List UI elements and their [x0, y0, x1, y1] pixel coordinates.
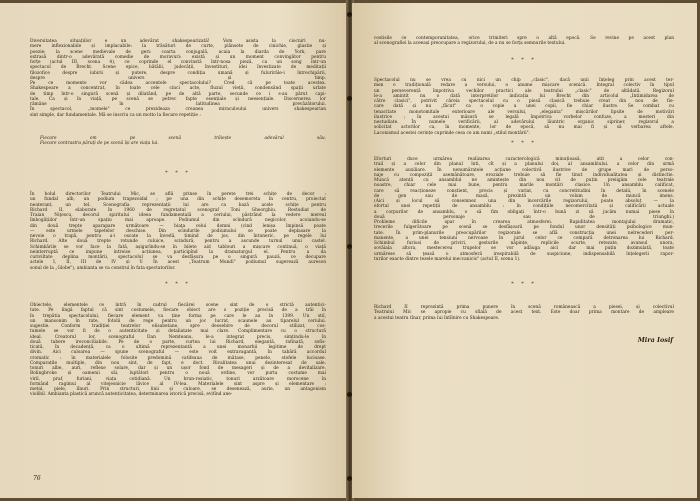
- text-line: care dată și nu „făcut" ca o copie a unei copii, fie chiar ilustre. Se combat cu: [374, 104, 674, 110]
- right-stars-1: * * *: [511, 57, 537, 63]
- text-line: tenacitate monotomitale exterioare ale versului, „eleganta" mișcărilor lipsite de motivări: [374, 109, 674, 115]
- text-line: de gen sau de masă, prezintă un volum de muncă imens.: [374, 193, 674, 199]
- author-signature: Mira Iosif: [637, 336, 673, 344]
- left-quotes: [30, 136, 326, 147]
- text-line: noastre, chiar cele mai bune, pentru marile montări clasice. Un ansamblu calificat,: [374, 183, 674, 189]
- text-line: sonul de la „Globe"), ambianta se va construi în fata spectatorilor.: [30, 265, 176, 271]
- text-line: un perseverență împotriva vechilor practici ale teatrului „clasic" de altădată. Regizorul: [374, 88, 674, 94]
- right-section-2: [374, 78, 674, 136]
- text-line: al scenografiei la aceeași preocupare a regizorului, de a nu se forța semnurile textului.: [374, 41, 566, 47]
- right-section-1: [374, 36, 674, 47]
- text-line: nevoie o trapă, pentru a-i oscate la învedă, timind de jos, din întuneric, pe regele lui: [30, 234, 326, 239]
- text-line: forțe (actul III, scena 4), ce coprinde el convinstă într-nosa pieză, ca un song într-un: [30, 60, 326, 65]
- text-line: Teatrului Mic se apropie cu sfială de acest text. Este doar prima montare de ampleare: [374, 310, 674, 316]
- text-line: Bolingbroke și oamenii săi, luptători pentru o nouă ordine, vor purta costume mai: [30, 371, 326, 377]
- left-stars-1: * * *: [165, 170, 191, 176]
- text-line: viril, praf, furiani, viața cotidiană. Un brun-rosiatic, tonuri arzătoare morocene în: [30, 376, 326, 382]
- left-section-3: [30, 303, 326, 398]
- text-line: tate. Pe lingă faptul că sint costumele, fiecare obiect are o poziție precisă de a trăi în: [30, 308, 326, 314]
- text-line: costisile ce contemporanitatea, orice trimiteri spre o altă epocă. Se revine pe acest plan: [374, 36, 674, 41]
- text-line: poezie; la scene medievale de geri: coarta conjugală, acaia la diarda de York, pare: [30, 49, 326, 55]
- text-line: mere inflexionabile și implacabile: la trăsături de curte, plânsete de cinichie, glastie și: [30, 44, 326, 50]
- text-line: — este urmele tapetelor deschise. Din scindurile podiumului se poate deplasare la: [30, 228, 326, 234]
- left-page: [0, 3, 348, 498]
- text-line: filozofice despre iubirii și putere, despre condiția umană și fulurirăle-i întrechipării,: [30, 70, 326, 76]
- text-line: Probleme dificile apar în crearea atmosferei. Rapiditatea montajului dramatic,: [374, 220, 674, 225]
- text-line: efortul unei repetiții de ansamblu : în condițiile necomercitatii și calificării actuale: [374, 204, 674, 210]
- text-line: În spectacol, „momele" ce prezideaza creanea miraculoului univers shakespearian: [30, 107, 326, 113]
- text-line: sovăiala altora, mestecerea trupelor se vor adăuga aici dar mai puțin dozimulată, toate: [374, 246, 674, 252]
- text-line: tonuri albe, auri, reflexe solare, dar și un ușor fond de mesageri și de a devitalizare.: [30, 366, 326, 371]
- text-line: În holul directorilor Teatrului Mic, se află prinse în perete trei schițe de decor :: [30, 192, 326, 197]
- text-line: Richard II, elaborate în 1960 de regretatul scenograf Toni Gheorghiu. Restudiat de: [30, 207, 326, 213]
- text-line: tale. Ca și în viață, pe scenă se petrec fapte esențiale și neesențiale. Discernerea lor: [30, 96, 326, 102]
- text-line: Schimbările se vor face la fată, așigurîndu-se în bilete aid tablouri a mișcare continuă, o viață: [30, 244, 326, 250]
- text-line: tate. În prim-planurile preocupărilor regizorale se află construcția unei nelrecederi per-: [374, 230, 674, 236]
- text-line: naje cu compoziții asemănătoare, eroziale trebuie să fie tinut individualitatea și distinctie.: [374, 172, 674, 178]
- text-line: trail și a celor din planul înti, cît și a planului doi, al ansamblului. a celor din urmă: [374, 162, 674, 168]
- text-line: cromatic : în materialele folosite predomină catifeaua de mătase, penele, stofele lucioase.: [30, 355, 326, 361]
- text-line: formând ragimui al vitejesnicie lăvice al IV-lea. Materialele sint aspre și elementare :: [30, 381, 326, 387]
- text-line: din două trepte aparapare următoare — biaţa celui domni (cind lenișa împinsă poate: [30, 223, 326, 229]
- text-line: Richard II reprezintă prima punere în scenă românească a piesei, și colectivul: [374, 305, 674, 310]
- text-line: Pe ce momente vor cădea accentele spectacolului? Cred că pe toate acestea.: [30, 81, 326, 86]
- text-line: Shakespeare a concentrat, în toate cele cinci acte, fluxul vieții, condensând spații urlate: [30, 86, 326, 92]
- text-line: solicitat actorilor ca, în momente, lor de epocă, să nu mai fi și să verbarea aftele.: [374, 125, 674, 131]
- text-line: violibil. Ambianta plastică aruncă autenticitatea, determinarea istorică precisă, evitînd ane-: [30, 392, 233, 398]
- text-line: Diversitatea situațiilor e un adevărat shakespearizată! Vom asista la ciocniri nu-: [30, 39, 326, 44]
- text-line: trecerile fulgerătoare pe scenă se desfășoară pe fondul unor densități psihologice mun-: [374, 225, 674, 231]
- text-line: un mansonim în rate, fotolii de rege pentru un joc lucrat, scaunele au tiparelul ceriului.: [30, 318, 326, 324]
- text-line: spectacol de Brecht. Scene epice, bătălii, judecății, învestituri, idei învestizate de meditații: [30, 65, 326, 71]
- text-line: neaterant, un tel. Scenografia reprezentații lui are ca bază acele schițe pentru: [30, 202, 326, 208]
- text-line: ideal. Creatorul lor, scenograful Dan Nemteanu, le-a integrat precis, simțindu-le în: [30, 334, 326, 340]
- text-line: Fiecare contrastru păruți de pe scenă își are viața lui.: [40, 141, 159, 147]
- left-section-1: [30, 39, 326, 118]
- text-line: un fundal alb, un podium trapezoidal ; pe una din schițe desemoreta în centru, proiectat: [30, 197, 326, 203]
- text-line: care să reacționeze conștient, precis și variat, cu concretitudini în detalii, în scenele: [374, 188, 674, 194]
- text-line: (Aici și locul să consemnez una din încercările regizorului, poate absoluț — la: [374, 199, 674, 204]
- text-line: ilustrice ; în acestui măsură se legală împotriva vorbelor confuze, a mesteri din: [374, 114, 674, 120]
- text-line: turilor exacte dintre tezele marelui meccanicis" (actul II, scena 1).: [374, 256, 521, 262]
- text-line: Laconismul acestei cerințe cuprinde cesa ce am numi „stilul montării".: [374, 130, 531, 136]
- text-line: actele I, II, III de IV și V. În acest „Teatrum Mundi" podiumul sugerează aureson: [30, 260, 326, 266]
- text-line: în trepătia spectacolului, fiecare element va ține forma pe care le au în 1399. Un stil,: [30, 313, 326, 319]
- text-line: sint simple, dar fundamentale. Mă se inscriu ca un motto la fiecare repetiție :: [30, 112, 201, 118]
- text-line: elemente auxiliare. În nenumăratele acțiune colectivă ilustrive de grupe mari de perso-: [374, 167, 674, 173]
- text-line: a corpurilor de ansamblu, o să fim obligați într-o bună zi să jucăm numai piese în: [374, 209, 674, 215]
- text-line: Comparațile multiple, din nou sint, de fapt, e doct. Rivalitatea unui dezinteresat de sale.: [30, 360, 326, 366]
- text-line: extrasă dintr-o adevărată comedie de moravuri: există și un moment convingător pentru: [30, 54, 326, 60]
- right-stars-3: * * *: [511, 281, 537, 287]
- text-line: urmărese să ţeasă o atmosferă irespirabilă de suspiciune, indispensabilă înțelegerii rapor-: [374, 251, 674, 257]
- text-line: de timp într-o singură scenă și dilatând, pe de altă parte, secunde ce i s-au părut capi-: [30, 91, 326, 97]
- text-line: le-a amintit nu o dată interpretilor indicația lui Brecht din articolul „Intimidarea de: [374, 93, 674, 99]
- text-line: Schimbul furiusi de priviri, gesturile nâpințe, replicile scurte, retezate, avansul unora,: [374, 241, 674, 246]
- text-line: îmbogățiilor într-un spațiu mai aproape. Podiumul din scîndură negicolor, acoiandu-se: [30, 218, 326, 224]
- text-line: Spectacolul nu se vrea cu nici un chip „clasic", dacă unii înțeleg prin acest ter-: [374, 78, 674, 83]
- text-line: divin. Aici culoarea — spune scenograful — este voit extravagantă, în tabără accordul: [30, 350, 326, 356]
- right-section-3: [374, 157, 674, 262]
- text-line: neinterruptă ce impune intreise acțiunea, participînd la dramaturgul el. Pentru a da: [30, 249, 326, 255]
- text-line: Obiectele, elementele ce intră în cadrul fiecărei scene sint de o strictă autentici-: [30, 303, 326, 308]
- text-line: Fiecare om pe scenă trăiește adevărul său.: [40, 136, 326, 141]
- text-line: Richard. Alte două trepte rotunde culuice, scindură, pentru a ascunde turnul unui castel.: [30, 239, 326, 245]
- text-line: manente, a unei tensiuni nervoase în jurul celor ce compară detronarea lui Richard.: [374, 235, 674, 241]
- text-line: Muncă atentă cu ansamblul ne amintește din nou cit de puțin preiigâm cele teatrale: [374, 178, 674, 183]
- text-line: ticată, în decadență, ca o ultimă reprezentantă a unei monarhii legitime de drept: [30, 345, 326, 350]
- left-section-2: [30, 192, 326, 271]
- text-line: rămâne în latitudinea prevăzătorului.: [30, 102, 326, 107]
- text-line: metal, piele, lînuri. Prin structuri, linii și culoare, se desenează, aurie, un antagonism: [30, 387, 326, 392]
- text-line: despre univers și timp.: [30, 75, 326, 81]
- text-line: două personaje sau de triunghi.): [374, 214, 674, 220]
- right-section-4: [374, 305, 674, 321]
- text-line: nestudiate. În numele verificării, al adevărului lăuntric organic sipriner, regizorul a: [374, 120, 674, 125]
- text-line: men o tradițională redare a versului, o anume mișcare scenică. Integral colectiv în tipul: [374, 83, 674, 89]
- text-line: două tabere ireconciliabile. Pe de o parte, curtea lui Richard, elegantă, rafinată, sofis-: [30, 339, 326, 345]
- text-line: către clasici", potrivit căreia spectacolul cu o piesă clasică trebuie creat din nou de fie-: [374, 99, 674, 104]
- text-line: curiviltate deplina montării, spectacolul se va desfășura pe o singură pauză, ce decupare: [30, 255, 326, 260]
- text-line: a acestui teatru tînar, prima lui întîlnire cu Shakespeare.: [374, 315, 500, 321]
- right-stars-2: * * *: [511, 140, 537, 146]
- text-line: tumele se vor fi de o autenticitate și detaliatate mai clare. Complimentare cu o structură: [30, 329, 326, 335]
- text-line: Traian Niţescu, decorul spiritului ideea fundamentală a ceriului, păstrând la vedere mereul: [30, 213, 326, 218]
- text-line: Eforturi duce urmărea realizarea caracterologică minuțioasă, atit a celor con-: [374, 157, 674, 162]
- page-number: 76: [33, 475, 41, 482]
- text-line: sugestie. Conform tradiției teatrelor elisabetane, spre deosebire de decorul stilizat, cos-: [30, 324, 326, 329]
- left-stars-2: * * *: [165, 281, 191, 287]
- right-page: [352, 3, 697, 498]
